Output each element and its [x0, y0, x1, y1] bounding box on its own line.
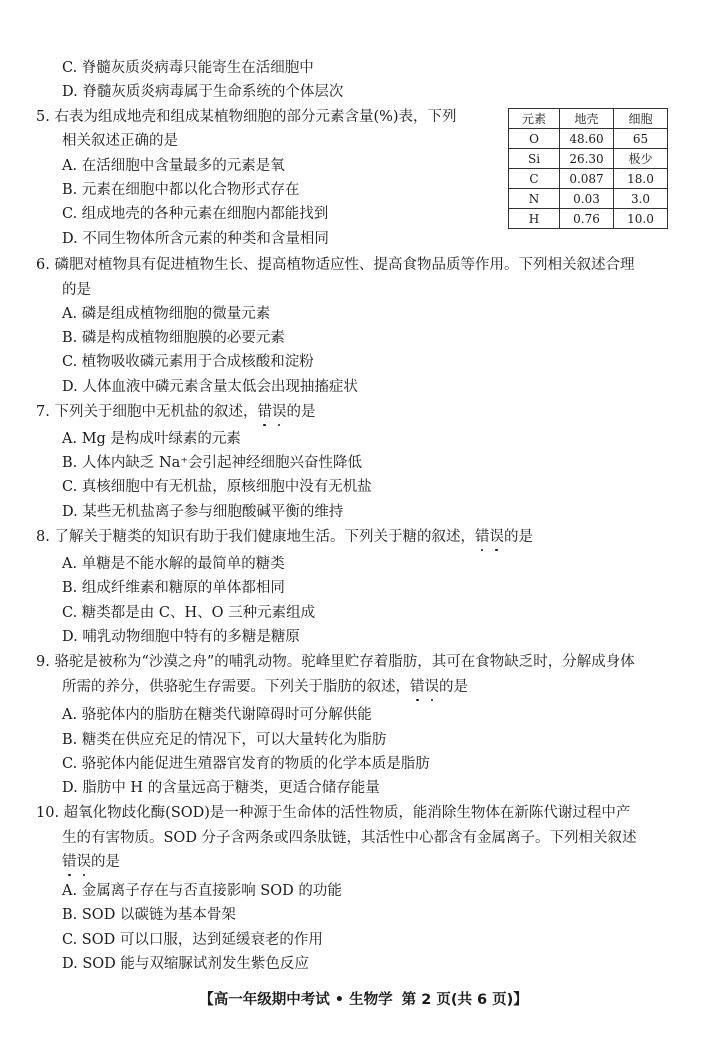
q9-option-d: D. 脂肪中 H 的含量远高于糖类，更适合储存能量 [62, 780, 380, 796]
q9-option-c: C. 骆驼体内能促进生殖器官发育的物质的化学本质是脂肪 [62, 756, 430, 772]
q9-option-a: A. 骆驼体内的脂肪在糖类代谢障碍时可分解供能 [62, 707, 372, 723]
q8-stem-tail: 的是 [503, 529, 533, 545]
q5-stem-line2: 相关叙述正确的是 [62, 133, 178, 149]
q9-stem-line1: 9. 骆驼是被称为“沙漠之舟”的哺乳动物。驼峰里贮存着脂肪，其可在食物缺乏时，分解成身体 [36, 654, 635, 670]
table-cell: 3.0 [614, 189, 668, 209]
q6-option-a: A. 磷是组成植物细胞的微量元素 [62, 306, 271, 322]
q9-stem-line2 [62, 678, 468, 696]
q7-option-c: C. 真核细胞中有无机盐，原核细胞中没有无机盐 [62, 479, 372, 495]
q10-stem-line3 [62, 853, 120, 871]
q5-option-b: B. 元素在细胞中都以化合物形式存在 [62, 182, 300, 198]
q9-option-b: B. 糖类在供应充足的情况下，可以大量转化为脂肪 [62, 732, 387, 748]
table-cell: 极少 [614, 149, 668, 169]
q7-stem-tail: 的是 [286, 404, 316, 420]
q9-stem-tail: 的是 [439, 679, 468, 695]
q8-stem-text: 8. 了解关于糖类的知识有助于我们健康地生活。下列关于糖的叙述， [36, 529, 475, 545]
table-cell: 18.0 [614, 169, 668, 189]
q7-option-b: B. 人体内缺乏 Na⁺会引起神经细胞兴奋性降低 [62, 455, 362, 471]
q10-stem-line2: 生的有害物质。SOD 分子含两条或四条肽链，其活性中心都含有金属离子。下列相关叙述 [62, 830, 637, 846]
element-content-table [508, 108, 668, 229]
table-cell: 65 [614, 129, 668, 149]
emphasis-char: 误 [424, 679, 439, 695]
emphasis-char: 误 [489, 529, 504, 545]
emphasis-char: 错 [410, 679, 425, 695]
q7-option-d: D. 某些无机盐离子参与细胞酸碱平衡的维持 [62, 504, 344, 520]
q7-stem-text: 7. 下列关于细胞中无机盐的叙述， [36, 404, 258, 420]
q10-option-b: B. SOD 以碳链为基本骨架 [62, 907, 236, 923]
q6-option-c: C. 植物吸收磷元素用于合成核酸和淀粉 [62, 354, 314, 370]
table-cell: 10.0 [614, 209, 668, 229]
q10-option-a: A. 金属离子存在与否直接影响 SOD 的功能 [62, 883, 342, 899]
q10-stem-line1: 10. 超氧化物歧化酶(SOD)是一种源于生命体的活性物质，能消除生物体在新陈代谢过程中产 [36, 805, 631, 821]
q10-stem-tail: 的是 [91, 854, 120, 870]
table-header-cell: 元素 [509, 109, 560, 129]
q8-option-c: C. 糖类都是由 C、H、O 三种元素组成 [62, 605, 316, 621]
table-cell: Si [509, 149, 560, 169]
table-cell: 26.30 [560, 149, 614, 169]
q8-option-d: D. 哺乳动物细胞中特有的多糖是糖原 [62, 629, 300, 645]
q6-stem-line1: 6. 磷肥对植物具有促进植物生长、提高植物适应性、提高食物品质等作用。下列相关叙述合理 [36, 257, 635, 273]
table-header-row [509, 109, 668, 129]
emphasis-char: 错 [62, 854, 77, 870]
q8-option-b: B. 组成纤维素和糖原的单体都相同 [62, 580, 285, 596]
footer-page-number: 第 2 页(共 6 页)】 [401, 992, 528, 1008]
table-row [509, 149, 668, 169]
q7-option-a: A. Mg 是构成叶绿素的元素 [62, 431, 241, 447]
q6-stem-line2: 的是 [62, 282, 91, 298]
q8-stem [36, 528, 533, 546]
table-row [509, 129, 668, 149]
q4-option-c: C. 脊髓灰质炎病毒只能寄生在活细胞中 [62, 60, 314, 76]
emphasis-char: 错 [474, 529, 490, 545]
q10-option-c: C. SOD 可以口服，达到延缓衰老的作用 [62, 932, 323, 948]
q9-stem-text: 所需的养分，供骆驼生存需要。下列关于脂肪的叙述， [62, 679, 410, 695]
table-header-cell: 细胞 [614, 109, 668, 129]
page-footer [0, 988, 727, 1009]
emphasis-char: 误 [76, 854, 91, 870]
emphasis-char: 错 [257, 404, 272, 420]
q5-option-c: C. 组成地壳的各种元素在细胞内都能找到 [62, 206, 329, 222]
q6-option-b: B. 磷是构成植物细胞膜的必要元素 [62, 330, 285, 346]
table-row [509, 189, 668, 209]
q5-option-a: A. 在活细胞中含量最多的元素是氧 [62, 158, 285, 174]
table-cell: 0.087 [560, 169, 614, 189]
table-cell: 0.03 [560, 189, 614, 209]
table-cell: 0.76 [560, 209, 614, 229]
q6-option-d: D. 人体血液中磷元素含量太低会出现抽搐症状 [62, 379, 358, 395]
table-cell: C [509, 169, 560, 189]
emphasis-char: 误 [271, 404, 287, 420]
footer-exam-title: 【高一年级期中考试 • 生物学 [199, 992, 393, 1008]
q5-stem-line1: 5. 右表为组成地壳和组成某植物细胞的部分元素含量(%)表，下列 [36, 109, 457, 125]
q5-option-d: D. 不同生物体所含元素的种类和含量相同 [62, 231, 329, 247]
table-cell: 48.60 [560, 129, 614, 149]
table-cell: H [509, 209, 560, 229]
q8-option-a: A. 单糖是不能水解的最简单的糖类 [62, 556, 285, 572]
table-row [509, 169, 668, 189]
q10-option-d: D. SOD 能与双缩脲试剂发生紫色反应 [62, 956, 309, 972]
q7-stem [36, 403, 315, 421]
table-cell: O [509, 129, 560, 149]
table-cell: N [509, 189, 560, 209]
table-header-cell: 地壳 [560, 109, 614, 129]
q4-option-d: D. 脊髓灰质炎病毒属于生命系统的个体层次 [62, 84, 344, 100]
table-row [509, 209, 668, 229]
